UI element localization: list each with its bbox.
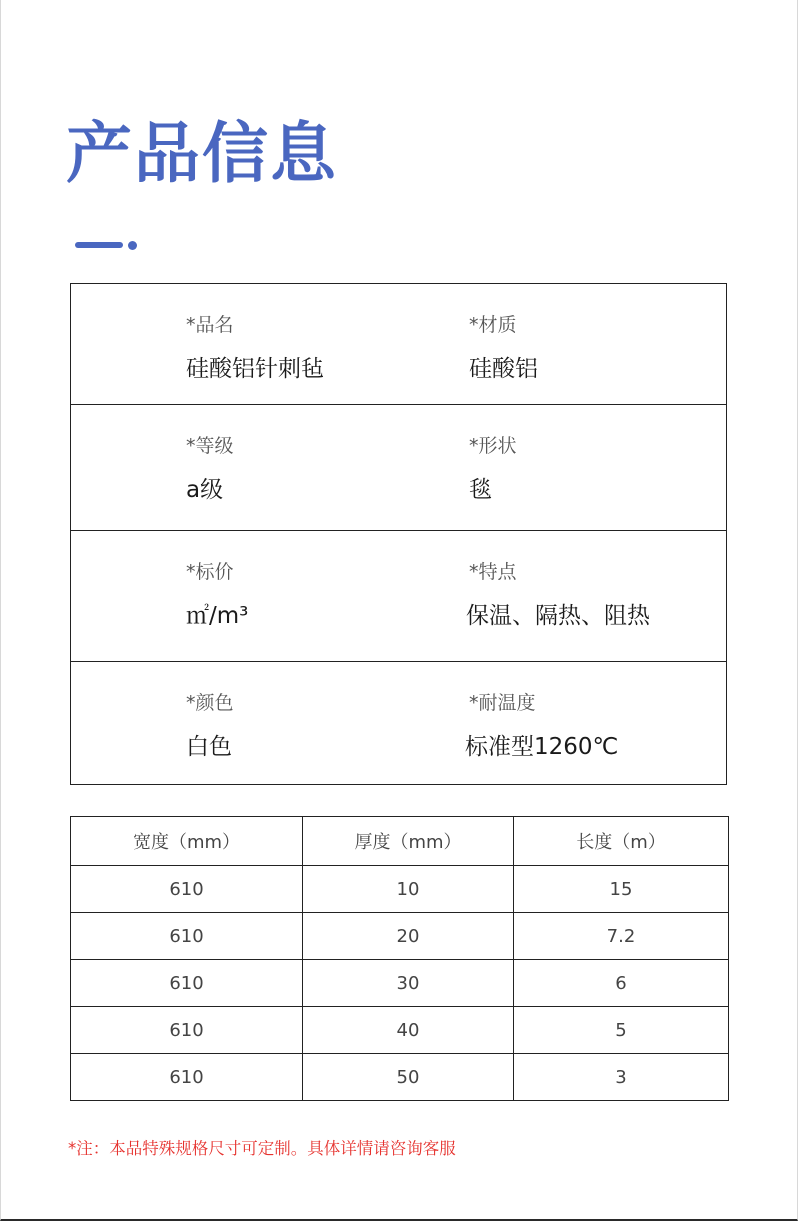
spec-value: ㎡/m³ [186,603,249,629]
cell-thickness: 10 [303,866,514,913]
size-table-header-row [71,817,729,866]
cell-length: 3 [514,1054,729,1101]
spec-table [70,283,727,785]
spec-label: *特点 [469,561,517,583]
cell-width: 610 [71,913,303,960]
header-thickness: 厚度（mm） [303,817,514,866]
header-length: 长度（m） [514,817,729,866]
spec-value: 标准型1260℃ [465,734,619,760]
spec-label: *材质 [469,314,517,336]
page-title: 产品信息 [66,115,338,192]
spec-label: *标价 [186,561,234,583]
spec-value: 毯 [469,477,492,503]
note-text: *注：本品特殊规格尺寸可定制。具体详情请咨询客服 [68,1139,456,1158]
spec-row [71,662,726,784]
spec-value: 硅酸铝 [469,356,538,382]
cell-width: 610 [71,1054,303,1101]
table-row [71,866,729,913]
cell-thickness: 30 [303,960,514,1007]
cell-width: 610 [71,866,303,913]
table-row [71,1054,729,1101]
spec-label: *耐温度 [469,692,536,714]
cell-width: 610 [71,960,303,1007]
cell-length: 6 [514,960,729,1007]
cell-thickness: 20 [303,913,514,960]
spec-value: 硅酸铝针刺毡 [186,356,324,382]
title-underline-dot [128,241,137,250]
spec-value: 白色 [186,734,232,760]
header-width: 宽度（mm） [71,817,303,866]
spec-label: *品名 [186,314,234,336]
cell-length: 5 [514,1007,729,1054]
size-table [70,816,729,1101]
cell-width: 610 [71,1007,303,1054]
cell-thickness: 50 [303,1054,514,1101]
spec-row [71,531,726,662]
spec-label: *等级 [186,435,234,457]
table-row [71,913,729,960]
spec-row [71,405,726,531]
cell-length: 7.2 [514,913,729,960]
spec-value: 保温、隔热、阻热 [466,603,650,629]
table-row [71,1007,729,1054]
title-underline-bar [75,242,123,248]
spec-label: *形状 [469,435,517,457]
spec-label: *颜色 [186,692,234,714]
spec-row [71,284,726,405]
cell-thickness: 40 [303,1007,514,1054]
table-row [71,960,729,1007]
spec-value: a级 [186,477,224,503]
cell-length: 15 [514,866,729,913]
